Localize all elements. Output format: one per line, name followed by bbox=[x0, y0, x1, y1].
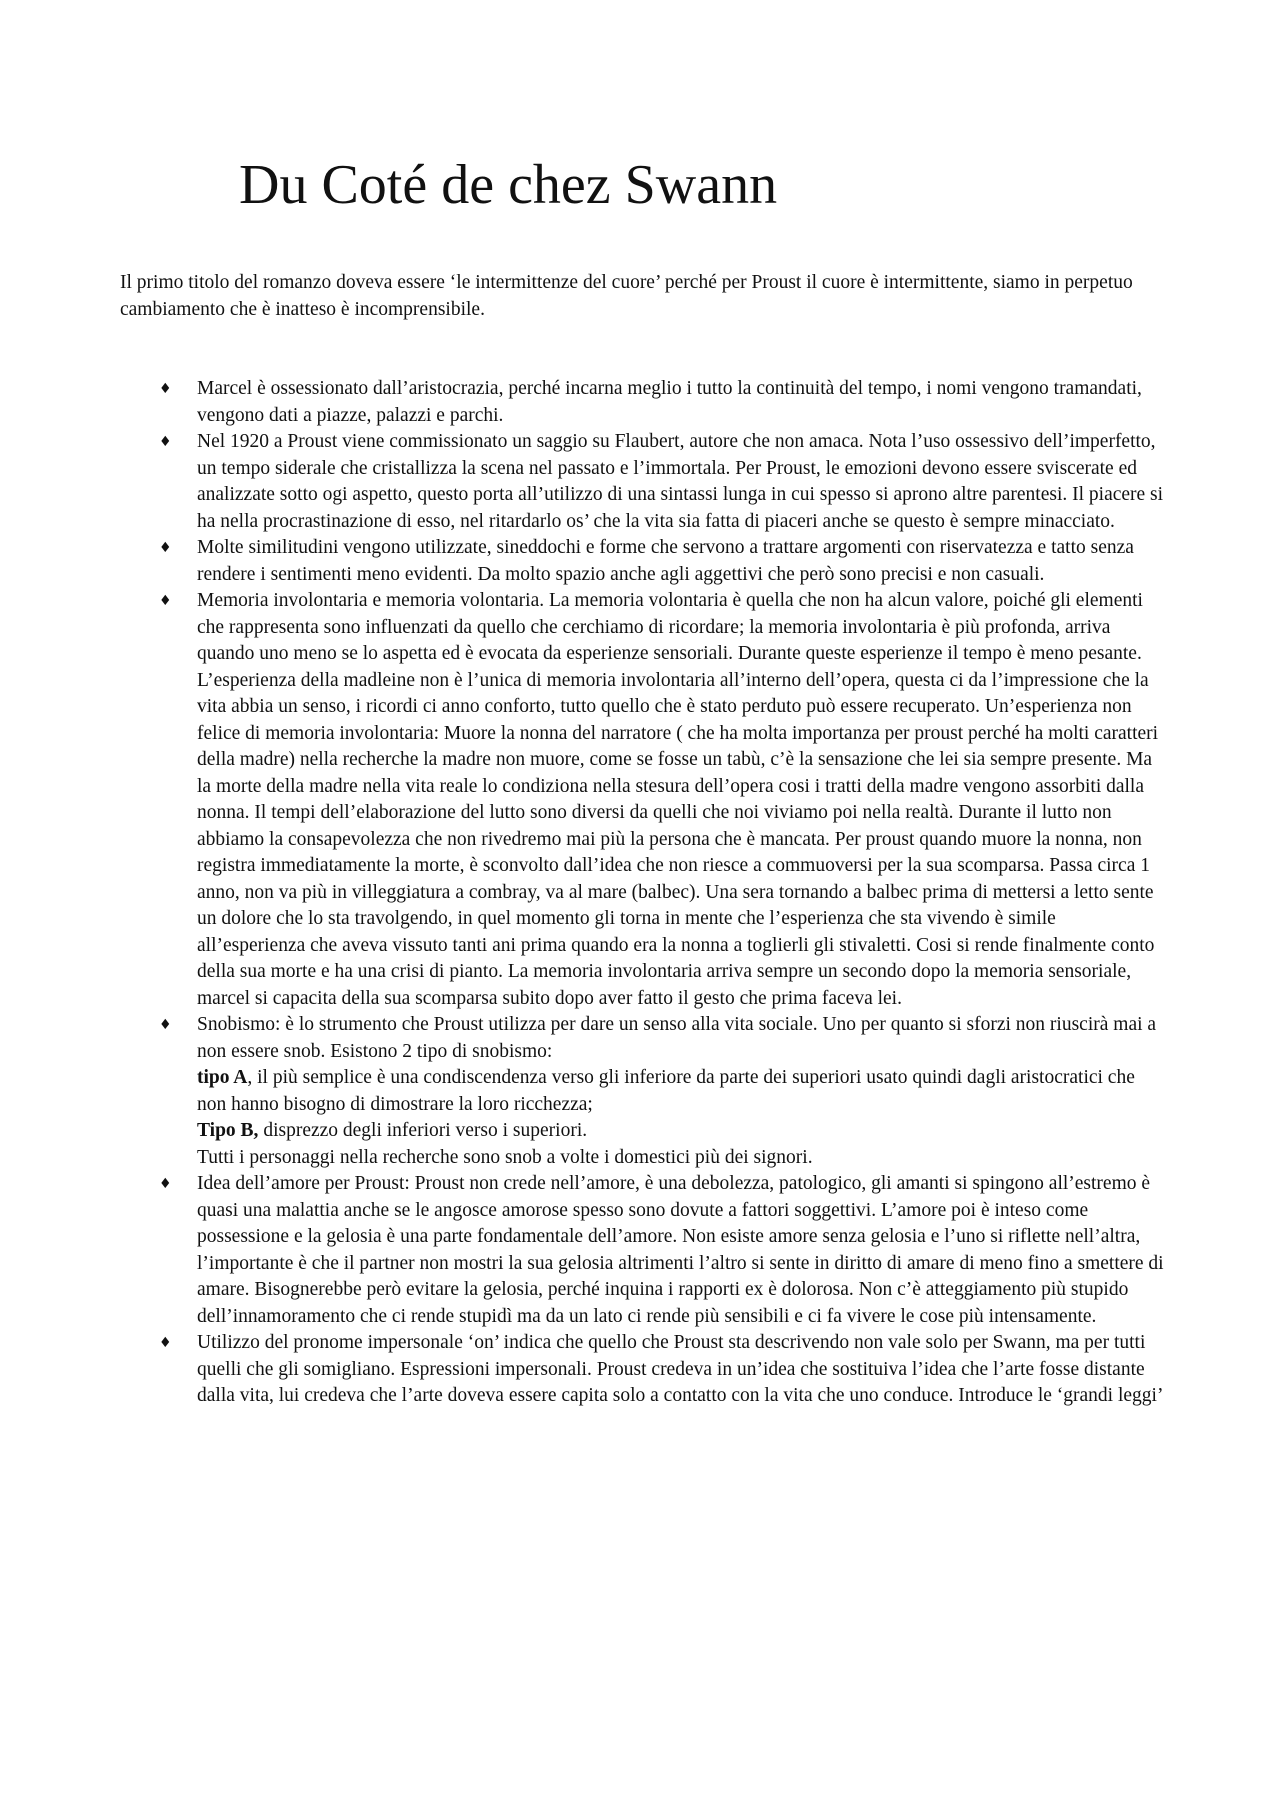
diamond-bullet-icon: ♦ bbox=[159, 1176, 172, 1192]
list-item-text: Nel 1920 a Proust viene commissionato un saggio su Flaubert, autore che non amaca. Nota l’uso ossessivo dell’imperfetto, un tempo siderale che cristallizza la scena nel passato e l’immortala. Per Proust, le emozioni devono essere sviscerate ed analizzate sotto ogi aspetto, questo porta all’utilizzo di una sintassi lunga in cui spesso si aprono altre parentesi. Il piacere si ha nella procrastinazione di esso, nel ritardarlo os’ che la vita sia fatta di piaceri anche se questo è sempre minacciato. bbox=[197, 431, 1164, 532]
type-b-label: Tipo B, bbox=[197, 1120, 259, 1141]
diamond-bullet-icon: ♦ bbox=[159, 540, 172, 556]
snobismo-type-a bbox=[197, 1065, 1164, 1118]
snobismo-type-b bbox=[197, 1118, 1164, 1145]
snobismo-closing-text: Tutti i personaggi nella recherche sono snob a volte i domestici più dei signori. bbox=[197, 1146, 813, 1168]
list-item bbox=[159, 1171, 1164, 1330]
list-item-text: Utilizzo del pronome impersonale ‘on’ indica che quello che Proust sta descrivendo non vale solo per Swann, ma per tutti quelli che gli somigliano. Espressioni impersonali. Proust credeva in un’idea che sostituiva l’idea che l’arte fosse distante dalla vita, lui credeva che l’arte doveva essere capita solo a contatto con la vita che uno conduce. Introduce le ‘grandi leggi’ bbox=[197, 1332, 1164, 1406]
list-item bbox=[159, 429, 1164, 535]
list-item bbox=[159, 1330, 1164, 1410]
list-item-text: Idea dell’amore per Proust: Proust non crede nell’amore, è una debolezza, patologico, gli amanti si spingono all’estremo è quasi una malattia anche se le angosce amorose spesso sono dovute a fattori soggettivi. L’amore poi è inteso come possessione e la gelosia è una parte fondamentale dell’amore. Non esiste amore senza gelosia e l’uno si riflette nell’altra, l’importante è che il partner non mostri la sua gelosia altrimenti l’altro si sente in diritto di amare di meno fino a smettere di amare. Bisognerebbe però evitare la gelosia, perché inquina i rapporti ex è dolorosa. Non c’è atteggiamento più stupido dell’innamoramento che ci rende stupidì ma da un lato ci rende più sensibili e ci fa vivere le cose più intensamente. bbox=[197, 1173, 1164, 1327]
list-item bbox=[159, 376, 1164, 429]
diamond-bullet-icon: ♦ bbox=[159, 1017, 172, 1033]
diamond-bullet-icon: ♦ bbox=[159, 1335, 172, 1351]
snobismo-intro-text: Snobismo: è lo strumento che Proust utilizza per dare un senso alla vita sociale. Uno per quanto si sforzi non riuscirà mai a non essere snob. Esistono 2 tipo di snobismo: bbox=[197, 1014, 1157, 1062]
diamond-bullet-icon: ♦ bbox=[159, 381, 172, 397]
type-b-text: disprezzo degli inferiori verso i superiori. bbox=[258, 1120, 588, 1141]
diamond-bullet-icon: ♦ bbox=[159, 593, 172, 609]
list-item bbox=[159, 1012, 1164, 1171]
list-item-text: Molte similitudini vengono utilizzate, sineddochi e forme che servono a trattare argomenti con riservatezza e tatto senza rendere i sentimenti meno evidenti. Da molto spazio anche agli aggettivi che però sono precisi e non casuali. bbox=[197, 537, 1134, 585]
diamond-bullet-icon: ♦ bbox=[159, 434, 172, 450]
list-item-text: Memoria involontaria e memoria volontaria. La memoria volontaria è quella che non ha alcun valore, poiché gli elementi che rappresenta sono influenzati da quello che cerchiamo di ricordare; la memoria involontaria è più profonda, arriva quando uno meno se lo aspetta ed è evocata da esperienze sensoriali. Durante queste esperienze il tempo è meno pesante. L’esperienza della madleine non è l’unica di memoria involontaria all’interno dell’opera, questa ci da l’impressione che la vita abbia un senso, i ricordi ci anno conforto, tutto quello che è stato perduto può essere recuperato. Un’esperienza non felice di memoria involontaria: Muore la nonna del narratore ( che ha molta importanza per proust perché ha molti caratteri della madre) nella recherche la madre non muore, come se fosse un tabù, c’è la sensazione che lei sia sempre presente. Ma la morte della madre nella vita reale lo condiziona nella stesura dell’opera cosi i tratti della madre vengono assorbiti dalla nonna. Il tempi dell’elaborazione del lutto sono diversi da quelli che noi viviamo poi nella realtà. Durante il lutto non abbiamo la consapevolezza che non rivedremo mai più la persona che è mancata. Per proust quando muore la nonna, non registra immediatamente la morte, è sconvolto dall’idea che non riesce a commuoversi per la sua scomparsa. Passa circa 1 anno, non va più in villeggiatura a combray, va al mare (balbec). Una sera tornando a balbec prima di mettersi a letto sente un dolore che lo sta travolgendo, in quel momento gli torna in mente che l’esperienza che sta vivendo è simile all’esperienza che aveva vissuto tanti ani prima quando era la nonna a toglierli gli stivaletti. Cosi si rende finalmente conto della sua morte e ha una crisi di pianto. La memoria involontaria arriva sempre un secondo dopo la memoria sensoriale, marcel si capacita della sua scomparsa subito dopo aver fatto il gesto che prima faceva lei. bbox=[197, 590, 1159, 1009]
page-title: Du Coté de chez Swann bbox=[239, 154, 778, 216]
list-item-text: Marcel è ossessionato dall’aristocrazia, perché incarna meglio i tutto la continuità del tempo, i nomi vengono tramandati, vengono dati a piazze, palazzi e parchi. bbox=[197, 378, 1142, 426]
list-item bbox=[159, 535, 1164, 588]
type-a-label: tipo A bbox=[197, 1067, 248, 1088]
intro-paragraph: Il primo titolo del romanzo doveva essere ‘le intermittenze del cuore’ perché per Proust il cuore è intermittente, siamo in perpetuo cambiamento che è inatteso è incomprensibile. bbox=[120, 272, 1133, 320]
type-a-text: , il più semplice è una condiscendenza verso gli inferiore da parte dei superiori usato quindi dagli aristocratici che non hanno bisogno di dimostrare la loro ricchezza; bbox=[197, 1067, 1135, 1115]
list-item bbox=[159, 588, 1164, 1012]
bullet-list bbox=[159, 376, 1164, 1410]
